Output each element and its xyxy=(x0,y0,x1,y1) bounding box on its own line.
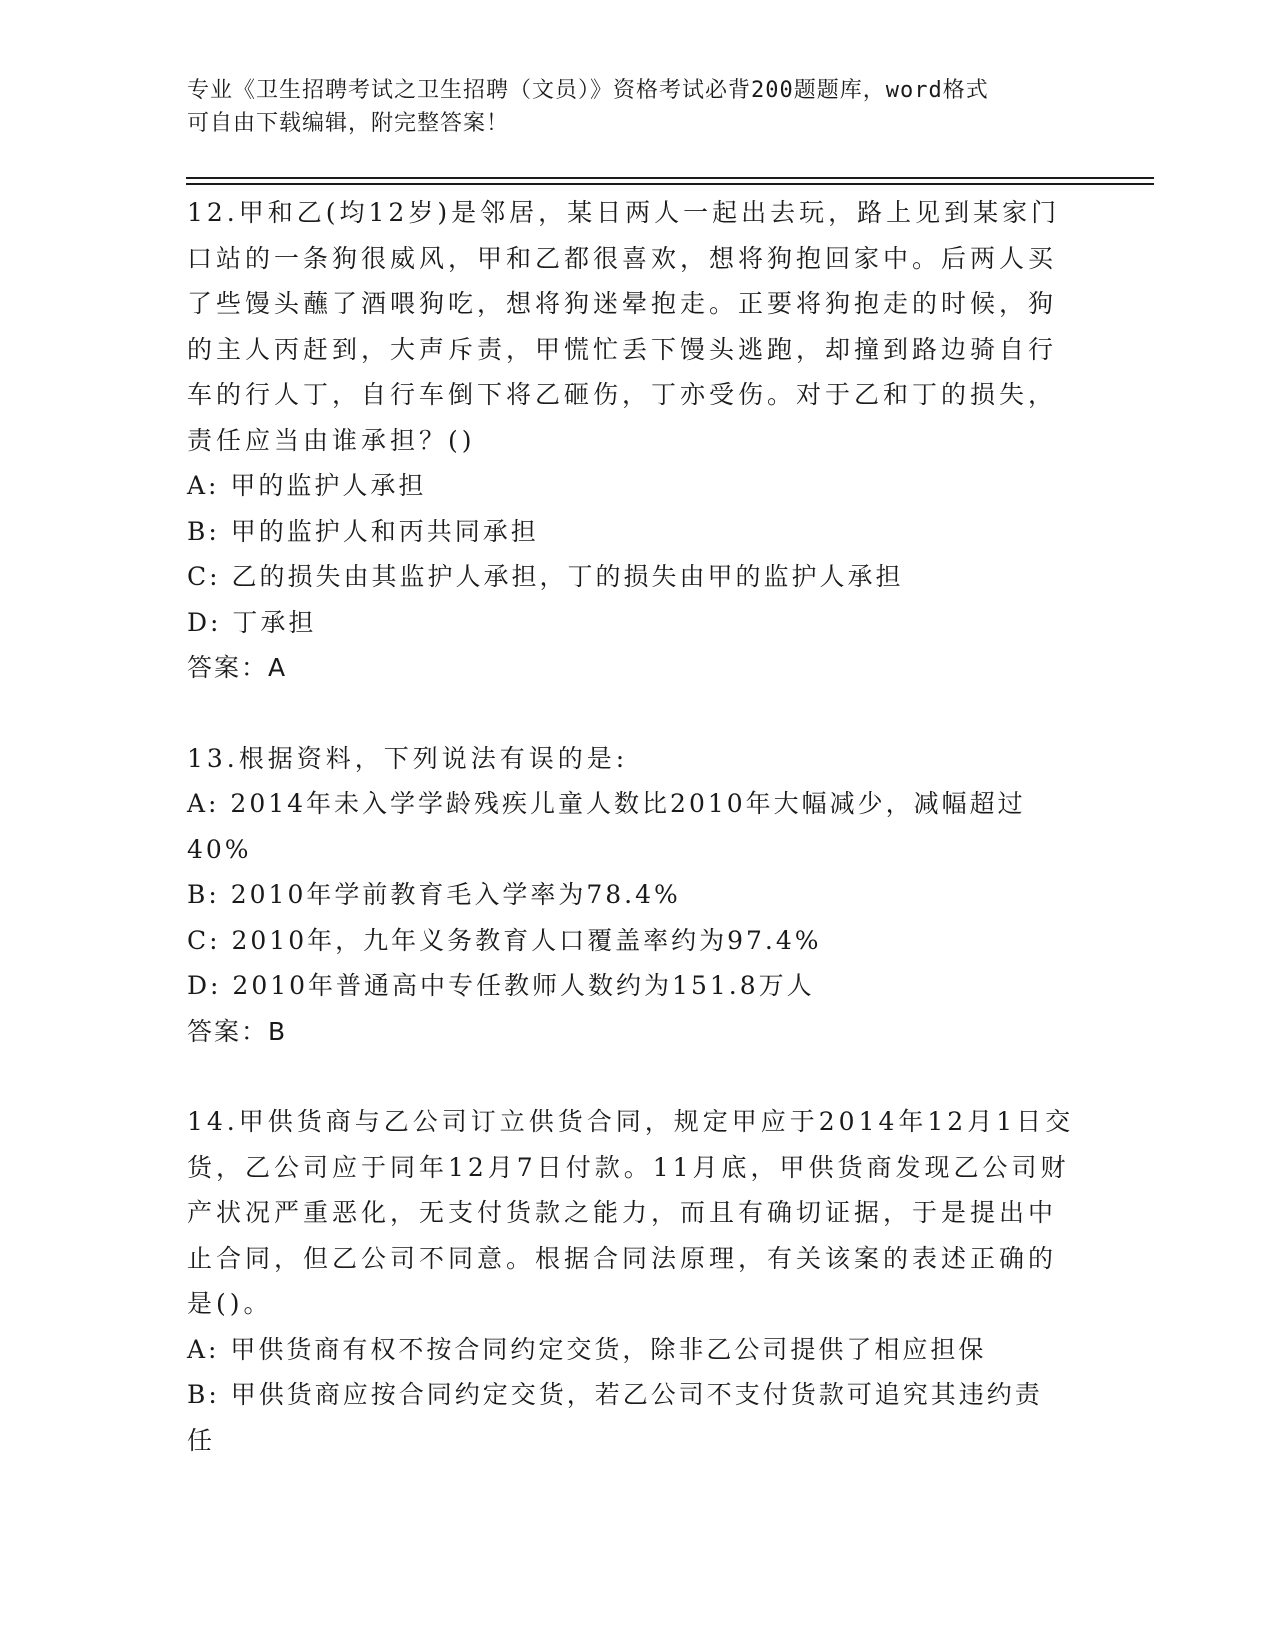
option-a: A: 甲的监护人承担 xyxy=(187,471,427,500)
option-a: A: 甲供货商有权不按合同约定交货，除非乙公司提供了相应担保 xyxy=(187,1334,987,1364)
option-b: B: 2010年学前教育毛入学率为78.4% xyxy=(187,880,681,909)
document-header xyxy=(187,74,1067,140)
option-a-continued: 40% xyxy=(187,834,252,864)
question-list xyxy=(187,190,1087,1463)
option-d: D: 丁承担 xyxy=(187,607,317,637)
option-d: D: 2010年普通高中专任教师人数约为151.8万人 xyxy=(187,971,815,1000)
spacer xyxy=(187,1054,1087,1099)
option-a: A: 2014年未入学学龄残疾儿童人数比2010年大幅减少，减幅超过 xyxy=(187,789,1026,818)
question-text-line: 产状况严重恶化，无支付货款之能力，而且有确切证据，于是提出中 xyxy=(187,1198,1058,1227)
question-text-line: 14.甲供货商与乙公司订立供货合同，规定甲应于2014年12月1日交 xyxy=(187,1107,1075,1136)
header-line-2: 可自由下载编辑，附完整答案！ xyxy=(187,111,510,136)
question-text-line: 12.甲和乙(均12岁)是邻居，某日两人一起出去玩，路上见到某家门 xyxy=(187,198,1061,227)
question-text-line: 车的行人丁，自行车倒下将乙砸伤，丁亦受伤。对于乙和丁的损失， xyxy=(187,380,1058,409)
option-b: B: 甲供货商应按合同约定交货，若乙公司不支付货款可追究其违约责 xyxy=(187,1380,1043,1409)
question-text-line: 口站的一条狗很威风，甲和乙都很喜欢，想将狗抱回家中。后两人买 xyxy=(187,243,1058,273)
answer-line: 答案：B xyxy=(187,1016,288,1046)
header-line-1: 专业《卫生招聘考试之卫生招聘（文员）》资格考试必背200题题库，word格式 xyxy=(187,78,989,103)
header-divider-bottom xyxy=(186,183,1154,185)
option-c: C: 乙的损失由其监护人承担，丁的损失由甲的监护人承担 xyxy=(187,562,904,591)
option-b: B: 甲的监护人和丙共同承担 xyxy=(187,516,539,546)
question-14 xyxy=(187,1099,1087,1463)
question-text-line: 13.根据资料，下列说法有误的是: xyxy=(187,743,629,773)
question-text-line: 止合同，但乙公司不同意。根据合同法原理，有关该案的表述正确的 xyxy=(187,1243,1058,1273)
spacer xyxy=(187,691,1087,736)
option-b-continued: 任 xyxy=(187,1425,216,1455)
question-text-line: 货，乙公司应于同年12月7日付款。11月底，甲供货商发现乙公司财 xyxy=(187,1152,1070,1182)
question-12 xyxy=(187,190,1087,691)
option-c: C: 2010年，九年义务教育人口覆盖率约为97.4% xyxy=(187,925,822,955)
question-13 xyxy=(187,736,1087,1055)
answer-line: 答案：A xyxy=(187,653,288,682)
question-text-line: 了些馒头蘸了酒喂狗吃，想将狗迷晕抱走。正要将狗抱走的时候，狗 xyxy=(187,289,1058,318)
question-text-line: 的主人丙赶到，大声斥责，甲慌忙丢下馒头逃跑，却撞到路边骑自行 xyxy=(187,334,1058,364)
question-text-line: 是()。 xyxy=(187,1289,273,1318)
header-divider-top xyxy=(186,177,1154,179)
question-text-line: 责任应当由谁承担？() xyxy=(187,425,476,455)
